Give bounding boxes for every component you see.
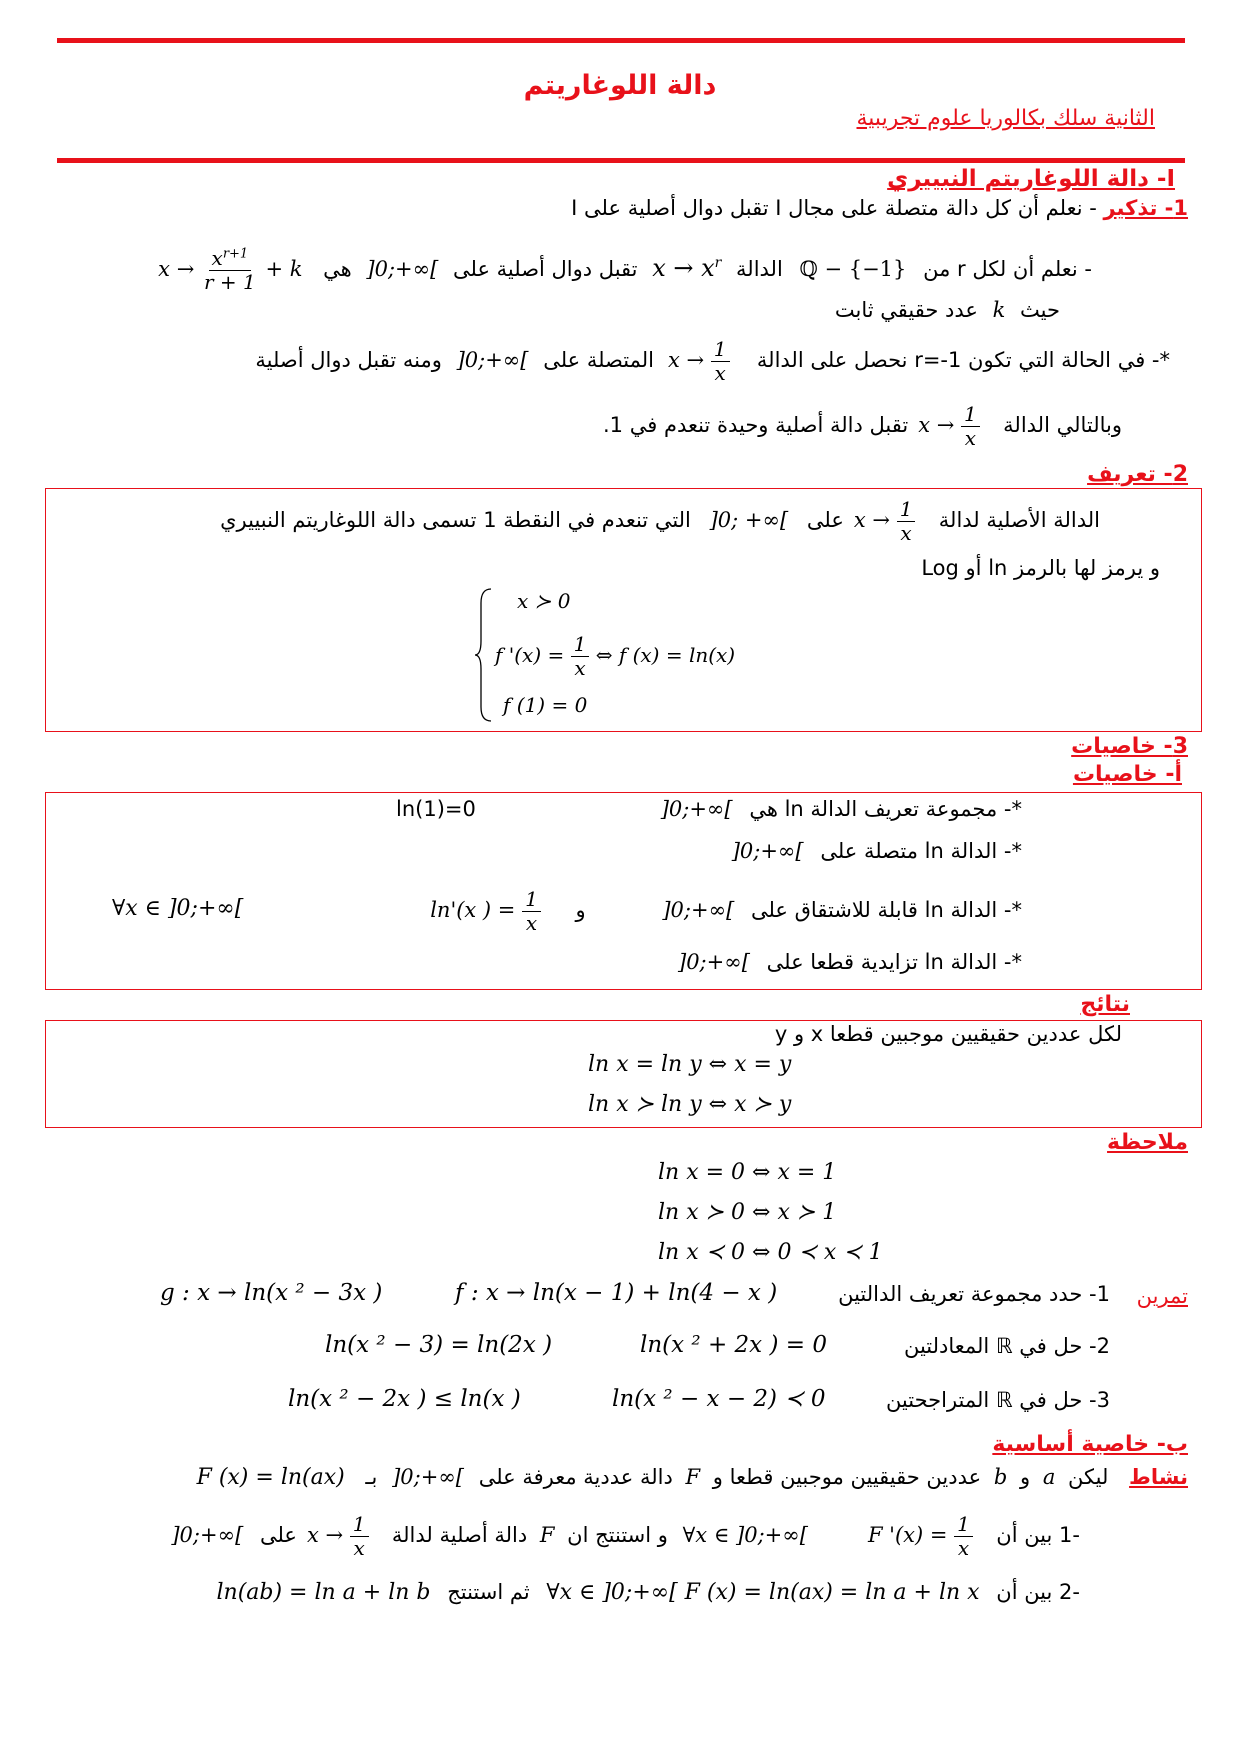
math-text: x [574, 656, 586, 680]
reminder-label: 1- تذكير [1103, 196, 1188, 220]
reminder-line-2 [158, 233, 1092, 293]
reminder-line-5 [603, 395, 1122, 455]
definition-text: التي تنعدم في النقطة 1 تسمى دالة اللوغاريتم النبييري [220, 508, 691, 532]
system-line-1: x ≻ 0 [517, 589, 571, 613]
definition-line-2: و يرمز لها بالرمز ln أو Log [921, 556, 1160, 580]
interval: ]0;+∞[ [662, 898, 735, 922]
exercise-q3-ineq2: ln(x ² − 2x ) ≤ ln(x ) [288, 1386, 521, 1412]
exercise-label: تمرين [1136, 1284, 1188, 1308]
exercise-q3: 3- حل في ℝ المتراجحتين [885, 1388, 1110, 1412]
activity-text: ليكن [1068, 1465, 1109, 1489]
math-text: x [900, 521, 912, 545]
basic-property-label: ب- خاصية أساسية [992, 1432, 1188, 1457]
definition-system [475, 585, 795, 725]
property-4 [678, 950, 1022, 974]
inverse-function [667, 337, 736, 385]
math-text: ⇔ f (x) = ln(x) [595, 643, 736, 667]
definition-text: على [806, 508, 844, 532]
activity-text: عددين حقيقيين موجبين قطعا و [712, 1465, 982, 1489]
reminder-line-3 [835, 298, 1060, 322]
interval: ]0; +∞[ [709, 508, 789, 532]
interval: ]0;+∞[ [171, 1523, 244, 1547]
reminder-text: *- في الحالة التي تكون r=-1 نحصل على الدالة [756, 348, 1170, 372]
top-rule [57, 38, 1185, 43]
math-text: x [353, 1536, 365, 1560]
math-text: F (x) = ln(ax) [196, 1465, 345, 1490]
reminder-text: المتصلة على [543, 348, 654, 372]
note-line-1: ln x = 0 ⇔ x = 1 [658, 1160, 837, 1185]
math-var: F [685, 1465, 701, 1489]
property-text: و [575, 898, 586, 922]
exercise-q3-ineq1: ln(x ² − x − 2) ≺ 0 [612, 1386, 826, 1412]
math-set: ℚ − {−1} [799, 257, 907, 281]
math-text: x [211, 246, 223, 270]
fraction [350, 1513, 369, 1560]
property-3-forall: ∀x ∈ ]0;+∞[ [112, 896, 244, 921]
fraction [961, 403, 980, 450]
note-line-3: ln x ≺ 0 ⇔ 0 ≺ x ≺ 1 [658, 1240, 883, 1265]
results-label: نتائج [1080, 992, 1130, 1017]
math-text: 1 [897, 498, 916, 522]
fraction [711, 338, 730, 385]
math-text: 1 [954, 1513, 973, 1537]
math-text: x → [306, 1523, 344, 1547]
reminder-text: هي [323, 257, 352, 281]
exercise-q2-eq2: ln(x ² − 3) = ln(2x ) [325, 1332, 553, 1358]
exercise-q2: 2- حل في ℝ المعادلتين [903, 1334, 1110, 1358]
reminder-text: وبالتالي الدالة [1003, 413, 1122, 437]
property-1-extra: ln(1)=0 [396, 797, 476, 821]
page-title: دالة اللوغاريتم [523, 70, 717, 101]
property-2 [732, 839, 1022, 863]
math-text: 1 [571, 633, 590, 657]
math-text: x [525, 911, 538, 935]
header-rule [57, 158, 1185, 163]
interval: ]0;+∞[ [678, 950, 750, 974]
power-function [652, 254, 721, 282]
math-text: 1 [522, 888, 541, 912]
note-line-2: ln x ≻ 0 ⇔ x ≻ 1 [658, 1200, 837, 1225]
reminder-line-4 [255, 330, 1170, 390]
interval: ]0;+∞[ [366, 257, 439, 281]
interval: ]0;+∞[ [660, 797, 733, 821]
system-line-3: f (1) = 0 [503, 693, 588, 717]
system-line-2 [495, 625, 735, 685]
definition-text: الدالة الأصلية لدالة [938, 508, 1100, 532]
math-text: + k [265, 257, 303, 281]
activity-text: و استنتج ان [567, 1523, 668, 1547]
math-var: F [539, 1523, 555, 1547]
interval: ]0;+∞[ [456, 348, 529, 372]
exercise-q2-eq1: ln(x ² + 2x ) = 0 [640, 1332, 827, 1358]
property-text: *- مجموعة تعريف الدالة ln هي [749, 797, 1022, 821]
math-text: ln(ab) = ln a + ln b [216, 1580, 431, 1605]
math-text: F '(x) = [867, 1523, 948, 1547]
activity-text: ثم استنتج [447, 1580, 530, 1604]
math-text: x → [158, 257, 195, 281]
primitive-formula [158, 246, 303, 294]
math-text: 1 [961, 403, 980, 427]
activity-text: على [259, 1523, 297, 1547]
results-line-3: ln x ≻ ln y ⇔ x ≻ y [588, 1092, 792, 1117]
math-text: r + 1 [203, 270, 256, 294]
math-text: x → [667, 348, 705, 372]
definition-label: 2- تعريف [1087, 462, 1188, 487]
page-subtitle: الثانية سلك بكالوريا علوم تجريبية [856, 106, 1155, 131]
math-text: x [714, 361, 726, 385]
results-line-2: ln x = ln y ⇔ x = y [588, 1052, 792, 1077]
math-text: 1 [350, 1513, 369, 1537]
math-text: f '(x) = [495, 643, 565, 667]
exercise-q1-g: g : x → ln(x ² − 3x ) [160, 1280, 383, 1306]
activity-text: دالة عددية معرفة على [478, 1465, 673, 1489]
interval: ]0;+∞[ [731, 839, 804, 863]
reminder-text: - نعلم أن كل دالة متصلة على مجال I تقبل دوال أصلية على I [571, 196, 1097, 220]
properties-sublabel: أ- خاصيات [1072, 762, 1182, 787]
reminder-text: تقبل دالة أصلية وحيدة تنعدم في 1. [602, 413, 909, 437]
math-text: x → [918, 413, 955, 437]
fraction [522, 888, 541, 935]
activity-label: نشاط [1129, 1465, 1188, 1489]
results-line-1: لكل عددين حقيقيين موجبين قطعا x و y [774, 1022, 1122, 1046]
math-text: ∀x ∈ ]0;+∞[ F (x) = ln(ax) = ln a + ln x [546, 1580, 980, 1605]
properties-label: 3- خاصيات [1071, 734, 1188, 759]
exercise-q1-f: f : x → ln(x − 1) + ln(4 − x ) [455, 1280, 778, 1306]
exercise-q1: 1- حدد مجموعة تعريف الدالتين [838, 1282, 1110, 1306]
F-derivative [867, 1512, 980, 1560]
activity-text: و [1019, 1465, 1031, 1489]
math-text: x → [853, 508, 890, 532]
activity-step-1 [171, 1503, 1080, 1567]
math-text: x [964, 426, 977, 450]
reminder-text: تقبل دوال أصلية على [453, 257, 638, 281]
property-text: *- الدالة ln تزايدية قطعا على [766, 950, 1022, 974]
exponent: r+1 [222, 246, 249, 262]
property-text: *- الدالة ln متصلة على [820, 839, 1022, 863]
inverse-function [853, 497, 922, 545]
activity-text: دالة أصلية لدالة [391, 1523, 528, 1547]
definition-line-1 [220, 488, 1100, 552]
activity-text: بـ [365, 1465, 378, 1489]
reminder-text: الدالة [736, 257, 783, 281]
section-title: I- دالة اللوغاريتم النبييري [887, 166, 1175, 192]
fraction [571, 633, 590, 680]
math-var: k [992, 298, 1006, 322]
reminder-text: ومنه تقبل دوال أصلية [255, 348, 442, 372]
exponent: r [714, 255, 722, 271]
math-text: x → x [652, 254, 715, 282]
math-var: a [1042, 1465, 1056, 1489]
math-var: b [993, 1465, 1008, 1489]
activity-step-2 [216, 1580, 1080, 1605]
fraction [897, 498, 916, 545]
activity-text: -2 بين أن [996, 1580, 1080, 1604]
reminder-text: حيث [1020, 298, 1060, 322]
left-brace [475, 585, 495, 725]
math-text: ln'(x ) = [430, 898, 516, 922]
math-text: 1 [711, 338, 730, 362]
math-text: x [957, 1536, 970, 1560]
ln-derivative [430, 887, 541, 935]
fraction [954, 1513, 973, 1560]
fraction [201, 247, 259, 294]
interval: ]0;+∞[ [392, 1465, 465, 1489]
property-1 [661, 797, 1022, 821]
reminder-line-1 [571, 196, 1188, 220]
inverse-function [918, 402, 986, 450]
property-text: *- الدالة ln قابلة للاشتقاق على [750, 898, 1022, 922]
property-3 [430, 880, 1022, 940]
activity-line [197, 1465, 1188, 1490]
reminder-text: - نعلم أن لكل r من [923, 257, 1092, 281]
note-label: ملاحظة [1107, 1130, 1188, 1155]
reminder-text: عدد حقيقي ثابت [834, 298, 978, 322]
math-text: ∀x ∈ ]0;+∞[ [682, 1523, 808, 1547]
inverse-function [306, 1512, 375, 1560]
activity-text: -1 بين أن [996, 1523, 1080, 1547]
